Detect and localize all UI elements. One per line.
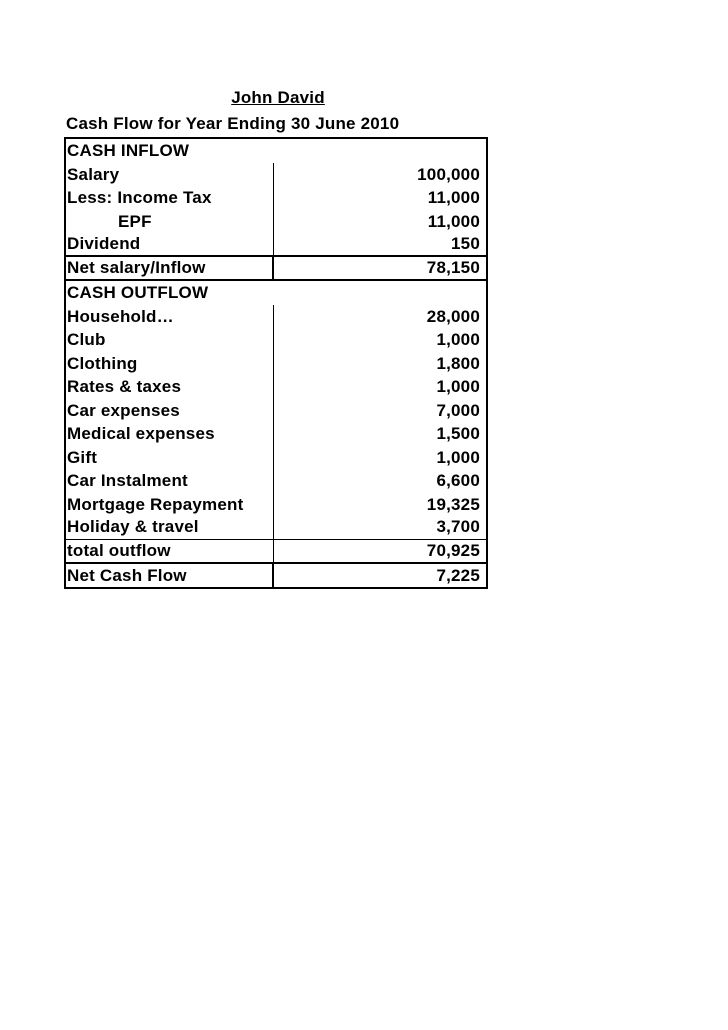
row-value: 11,000 [427,211,480,231]
outflow-total-row [66,540,486,564]
table-row [66,210,486,234]
row-label: Medical expenses [66,422,274,446]
row-label: Clothing [66,352,274,376]
row-label: Rates & taxes [66,375,274,399]
row-label: Salary [66,163,274,187]
inflow-total-value: 78,150 [426,258,480,277]
row-label: Club [66,328,274,352]
outflow-total-value: 70,925 [426,540,480,560]
table-row [66,375,486,399]
row-value: 3,700 [436,517,480,536]
row-value: 7,000 [436,400,480,420]
row-value: 28,000 [426,306,480,326]
table-row [66,516,486,540]
table-row [66,305,486,329]
table-row [66,446,486,470]
table-row [66,399,486,423]
table-row [66,493,486,517]
row-value: 1,500 [436,424,480,443]
table-row [66,163,486,187]
table-row [66,328,486,352]
net-cash-flow-row [66,564,486,588]
row-value: 1,000 [436,377,480,396]
cash-flow-table [64,137,488,589]
inflow-heading: CASH INFLOW [67,141,190,160]
inflow-heading-row [66,139,486,163]
table-row [66,422,486,446]
row-label: Holiday & travel [66,516,274,539]
sheet-title: Cash Flow for Year Ending 30 June 2010 [66,114,400,133]
row-label: Car Instalment [66,469,274,493]
row-label: Dividend [66,233,274,255]
row-value: 100,000 [417,164,480,184]
row-value: 1,800 [436,353,480,373]
row-label: Mortgage Repayment [66,493,274,517]
row-label: Gift [66,446,274,470]
inflow-total-label: Net salary/Inflow [66,257,274,279]
row-label: EPF [66,210,274,234]
outflow-total-label: total outflow [66,540,274,562]
row-label: Less: Income Tax [66,186,274,210]
row-value: 11,000 [427,188,480,207]
outflow-heading-row [66,281,486,305]
row-label: Household… [66,305,274,329]
inflow-total-row [66,257,486,281]
table-row [66,469,486,493]
table-row [66,352,486,376]
outflow-heading: CASH OUTFLOW [67,283,209,302]
table-row [66,233,486,257]
row-value: 19,325 [426,494,480,514]
net-cash-flow-label: Net Cash Flow [66,564,274,588]
row-value: 6,600 [436,471,480,490]
row-value: 1,000 [436,330,480,349]
row-value: 1,000 [436,447,480,467]
table-row [66,186,486,210]
owner-name: John David [231,88,325,107]
row-label: Car expenses [66,399,274,423]
row-value: 150 [451,234,480,253]
net-cash-flow-value: 7,225 [436,565,480,585]
